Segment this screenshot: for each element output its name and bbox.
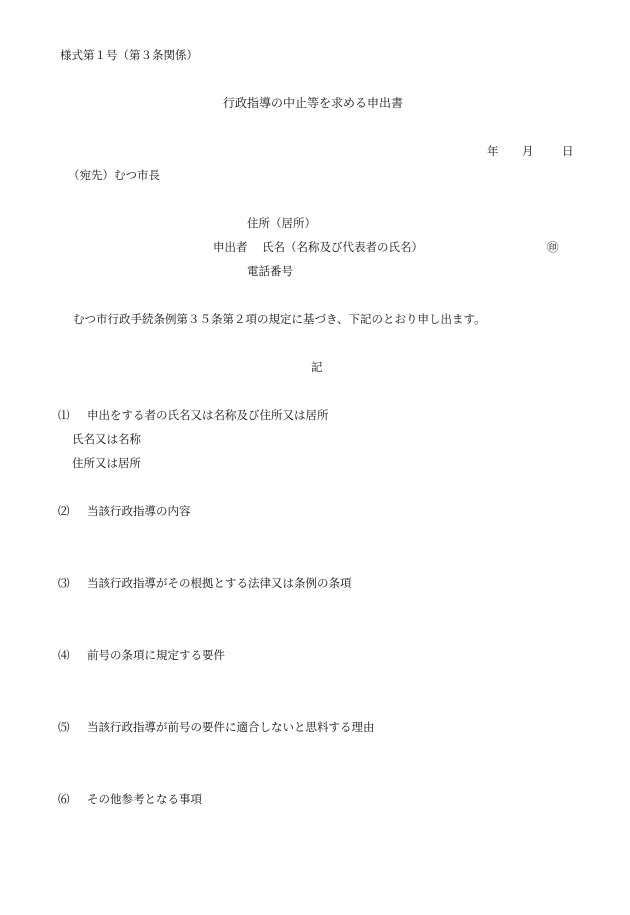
item-3-number: ⑶ bbox=[58, 576, 70, 590]
item-6-number: ⑹ bbox=[58, 792, 70, 806]
phone-label: 電話番号 bbox=[247, 264, 293, 278]
seal-mark: ㊞ bbox=[547, 240, 559, 254]
item-6-text: その他参考となる事項 bbox=[87, 792, 202, 806]
item-4-text: 前号の条項に規定する要件 bbox=[87, 648, 225, 662]
item-4-number: ⑷ bbox=[58, 648, 70, 662]
addressee: （宛先）むつ市長 bbox=[68, 168, 160, 182]
applicant-role-label: 申出者 bbox=[213, 240, 248, 254]
date-month: 月 bbox=[522, 144, 534, 158]
item-1-text: 申出をする者の氏名又は名称及び住所又は居所 bbox=[87, 408, 329, 422]
form-label: 様式第１号（第３条関係） bbox=[60, 48, 198, 62]
item-5-number: ⑸ bbox=[58, 720, 70, 734]
date-day: 日 bbox=[562, 144, 574, 158]
date-year: 年 bbox=[487, 144, 499, 158]
item-1-number: ⑴ bbox=[58, 408, 70, 422]
item-2-text: 当該行政指導の内容 bbox=[87, 504, 191, 518]
item-2-number: ⑵ bbox=[58, 504, 70, 518]
ki-heading: 記 bbox=[311, 360, 323, 374]
item-1-address-label: 住所又は居所 bbox=[72, 456, 141, 470]
statement: むつ市行政手続条例第３５条第２項の規定に基づき、下記のとおり申し出ます。 bbox=[73, 312, 486, 326]
item-1-name-label: 氏名又は名称 bbox=[72, 432, 141, 446]
item-5-text: 当該行政指導が前号の要件に適合しないと思料する理由 bbox=[87, 720, 375, 734]
document-title: 行政指導の中止等を求める申出書 bbox=[223, 96, 404, 110]
item-3-text: 当該行政指導がその根拠とする法律又は条例の条項 bbox=[87, 576, 352, 590]
address-label: 住所（居所） bbox=[247, 216, 316, 230]
name-label: 氏名（名称及び代表者の氏名） bbox=[262, 240, 423, 254]
